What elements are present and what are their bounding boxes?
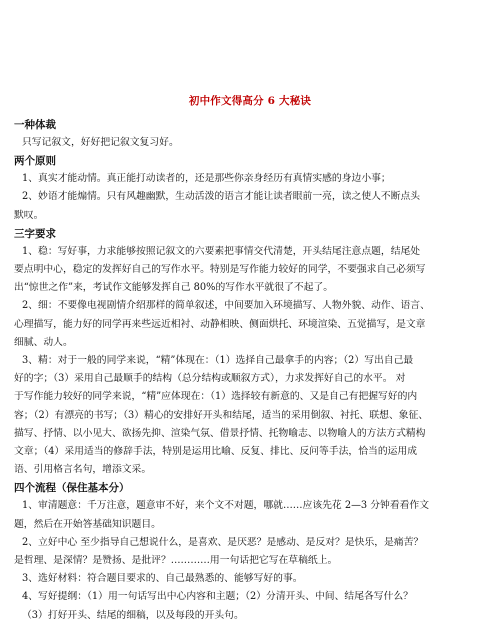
paragraph-line: 3、精：对于一般的同学来说，“精”体现在：（1）选择自己最拿手的内容；（2）写出自己最 <box>22 355 414 367</box>
paragraph-line: 容；（2）有漂亮的书写；（3）精心的安排好开头和结尾，适当的采用倒叙、衬托、联想、象征、 <box>14 409 429 421</box>
section-heading: 两个原则 <box>14 155 56 168</box>
paragraph-line: 文章；（4）采用适当的修辞手法，特别是运用比喻、反复、排比、反问等手法，恰当的运用成 <box>14 446 418 458</box>
paragraph-line: 要点明中心，稳定的发挥好自己的写作水平。特别是写作能力较好的同学，不要强求自己必须写 <box>14 264 426 276</box>
paragraph-line: 2、细：不要像电视剧情介绍那样的简单叙述，中间要加入环境描写、人物外貌、动作、语言、 <box>22 300 430 312</box>
paragraph-line: 2、立好中心 至少指导自己想说什么，是喜欢、是厌恶？是感动、是反对？是快乐，是痛苦？ <box>22 536 424 548</box>
paragraph-line: 心理描写，能力好的同学再来些远近相衬、动静相映、侧面烘托、环境渲染、五觉描写，是文章 <box>14 318 426 330</box>
paragraph-line: 默叹。 <box>14 209 44 221</box>
paragraph-line: 语、引用格言名句，增添文采。 <box>14 464 152 476</box>
paragraph-line: 题，然后在开始答基础知识题目。 <box>14 518 161 530</box>
paragraph-line: 1、稳：写好事，力求能够按照记叙文的六要素把事情交代清楚，开头结尾注意点题，结尾处 <box>22 245 421 257</box>
paragraph-line: 2、妙语才能煽情。只有风趣幽默，生动活泼的语言才能让读者眼前一亮，读之使人不断点头 <box>22 191 421 203</box>
paragraph-line: 是哲理、是深情？是赞扬、是批评？…………用一句话把它写在草稿纸上。 <box>14 555 338 567</box>
paragraph-line: 出“惊世之作”来，考试作文能够发挥自己 80%的写作水平就很了不起了。 <box>14 282 334 294</box>
paragraph-line: 只写记叙文，好好把记叙文复习好。 <box>22 137 179 148</box>
document-title: 初中作文得高分 6 大秘诀 <box>188 95 312 107</box>
paragraph-line: 于写作能力较好的同学来说，“精”应体现在：（1）选择较有新意的、又是自己有把握写好的内 <box>14 391 418 403</box>
paragraph-line: 3、选好材料：符合题目要求的、自己最熟悉的、能够写好的事。 <box>22 573 303 585</box>
paragraph-line: 好的字；（3）采用自己最顺手的结构（总分结构或顺叙方式），力求发挥好自己的水平。 对 <box>14 373 406 385</box>
document-body <box>0 116 500 625</box>
paragraph-line: 1、真实才能动情。真正能打动读者的，还是那些你亲身经历有真情实感的身边小事； <box>22 173 391 185</box>
paragraph-line: 细腻、动人。 <box>14 336 73 348</box>
paragraph-line: 描写、抒情、以小见大、欲扬先抑、渲染气氛、借景抒情、托物喻志、以物喻人的方法方式精构 <box>14 427 426 439</box>
section-heading: 三字要求 <box>14 227 56 240</box>
section-heading: 四个流程（保住基本分） <box>14 482 130 495</box>
paragraph-line: 4、写好提纲：（1）用一句话写出中心内容和主题；（2）分清开头、中间、结尾各写什么？ <box>22 591 413 603</box>
paragraph-line: 1、审清题意：千万注意，题意审不好，来个文不对题，哪就……应该先花 2—3 分钟看看作文 <box>22 500 430 512</box>
paragraph-line: （3）打好开头、结尾的细稿，以及每段的开头句。 <box>22 609 244 621</box>
section-heading: 一种体裁 <box>14 119 56 131</box>
